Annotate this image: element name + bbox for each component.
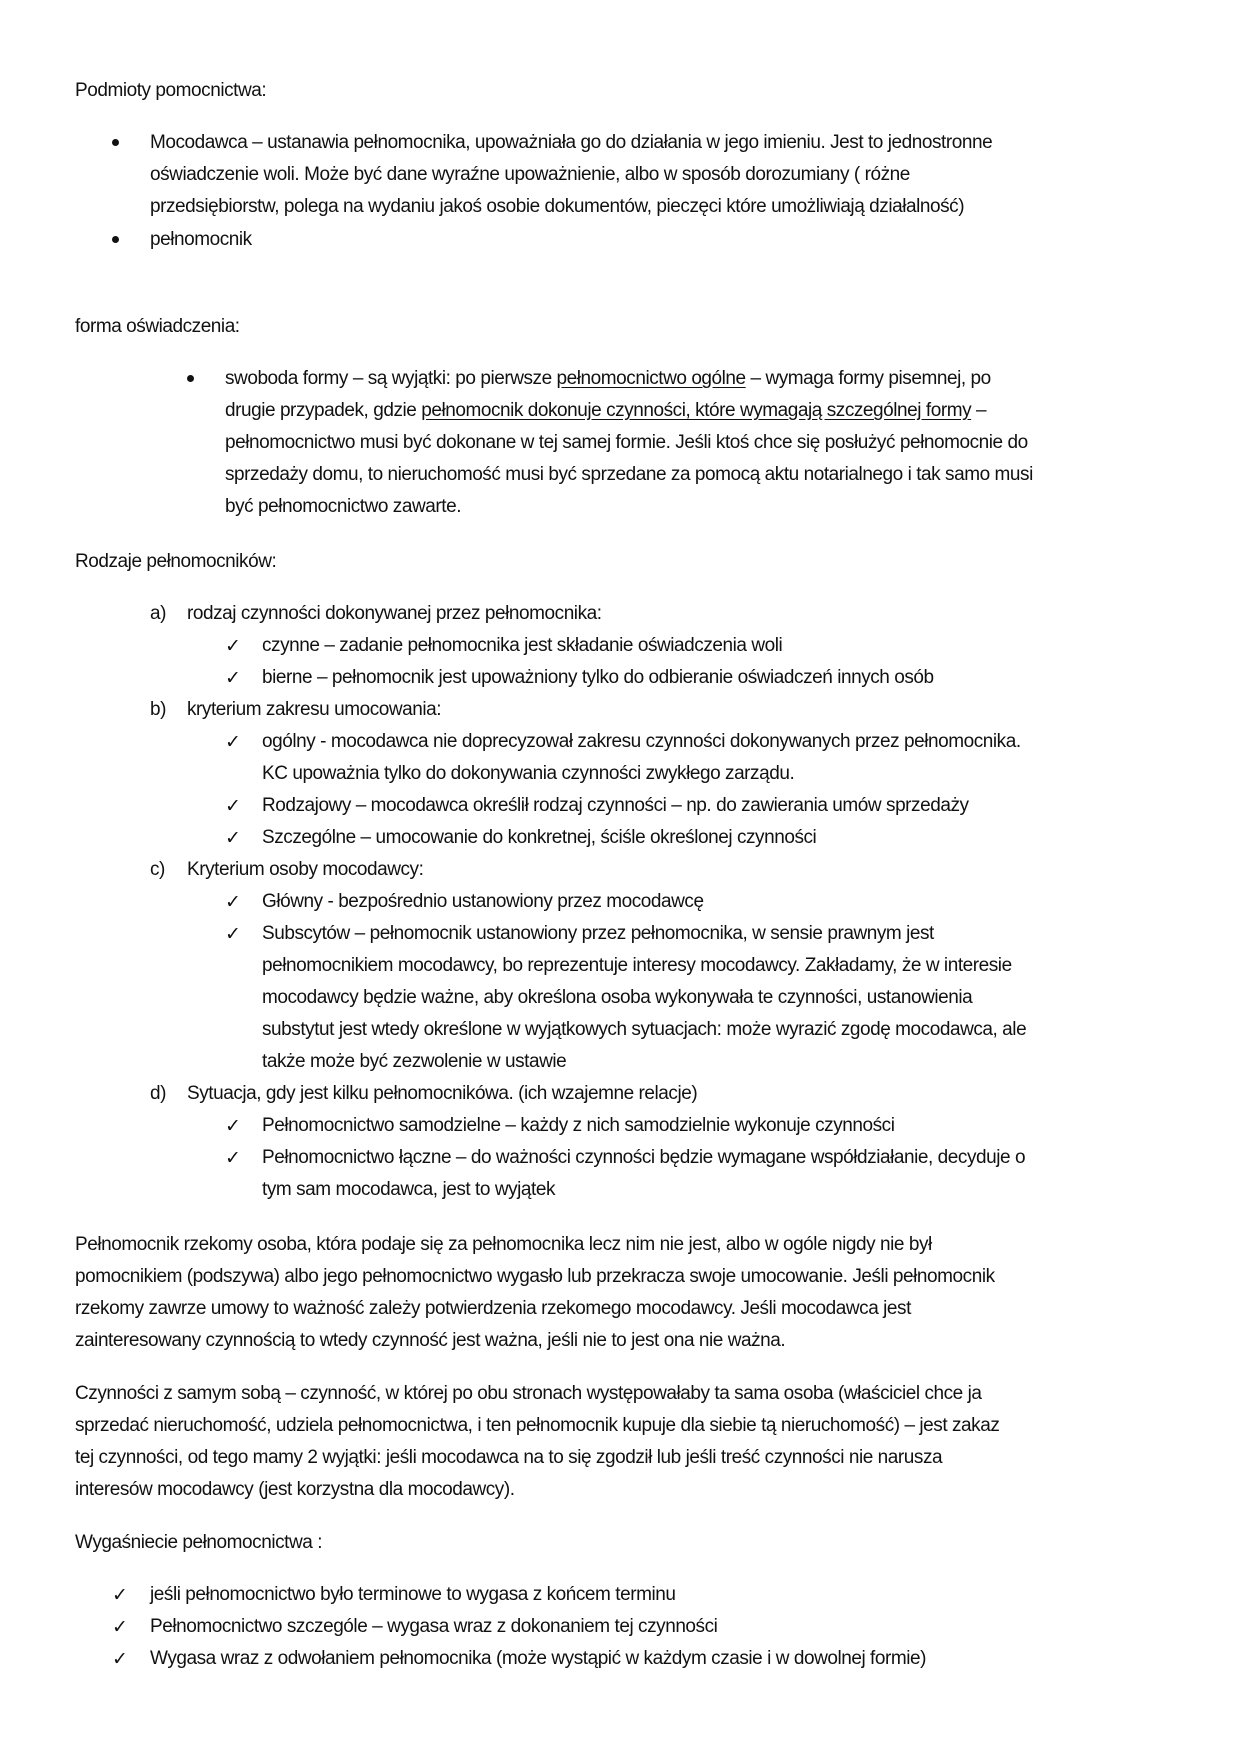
paragraph-line: pomocnikiem (podszywa) albo jego pełnomocnictwo wygasło lub przekracza swoje umocowanie. Jeśli pełnomocnik <box>75 1266 995 1287</box>
check-item: czynne – zadanie pełnomocnika jest składanie oświadczenia woli <box>262 635 783 656</box>
check-item: pełnomocnikiem mocodawcy, bo reprezentuje interesy mocodawcy. Zakładamy, że w interesie <box>262 955 1012 976</box>
bullet-text: drugie przypadek, gdzie pełnomocnik dokonuje czynności, które wymagają szczególnej formy – <box>225 400 987 421</box>
checkmark-icon: ✓ <box>225 667 241 689</box>
bullet-text: przedsiębiorstw, polega na wydaniu jakoś osobie dokumentów, pieczęci które umożliwiają działalność) <box>150 196 965 217</box>
check-item: Szczególne – umocowanie do konkretnej, ściśle określonej czynności <box>262 827 817 848</box>
paragraph-line: Pełnomocnik rzekomy osoba, która podaje się za pełnomocnika lecz nim nie jest, albo w ogóle nigdy nie był <box>75 1234 932 1255</box>
bullet-text: pełnomocnictwo musi być dokonane w tej samej formie. Jeśli ktoś chce się posłużyć pełnomocnie do <box>225 432 1028 453</box>
bullet-dot-icon <box>112 236 119 243</box>
check-item: także może być zezwolenie w ustawie <box>262 1051 567 1072</box>
bullet-text: pełnomocnik <box>150 229 252 250</box>
checkmark-icon: ✓ <box>112 1616 128 1638</box>
paragraph-line: Czynności z samym sobą – czynność, w której po obu stronach występowałaby ta sama osoba (właściciel chce ja <box>75 1383 982 1404</box>
paragraph-line: interesów mocodawcy (jest korzystna dla mocodawcy). <box>75 1479 515 1500</box>
list-letter: b) <box>150 699 166 720</box>
checkmark-icon: ✓ <box>225 891 241 913</box>
check-item: mocodawcy będzie ważne, aby określona osoba wykonywała te czynności, ustanowienia <box>262 987 973 1008</box>
underlined-term: pełnomocnik dokonuje czynności, które wymagają szczególnej formy <box>421 400 972 421</box>
list-letter: d) <box>150 1083 166 1104</box>
bullet-text: swoboda formy – są wyjątki: po pierwsze pełnomocnictwo ogólne – wymaga formy pisemnej, po <box>225 368 991 389</box>
check-item: Pełnomocnictwo łączne – do ważności czynności będzie wymagane współdziałanie, decyduje o <box>262 1147 1026 1168</box>
check-item: jeśli pełnomocnictwo było terminowe to wygasa z końcem terminu <box>150 1584 676 1605</box>
list-letter: a) <box>150 603 166 624</box>
check-item: bierne – pełnomocnik jest upoważniony tylko do odbieranie oświadczeń innych osób <box>262 667 934 688</box>
check-item: Subscytów – pełnomocnik ustanowiony przez pełnomocnika, w sensie prawnym jest <box>262 923 934 944</box>
bullet-text: być pełnomocnictwo zawarte. <box>225 496 462 517</box>
bullet-dot-icon <box>187 375 194 382</box>
check-item: ogólny - mocodawca nie doprecyzował zakresu czynności dokonywanych przez pełnomocnika. <box>262 731 1021 752</box>
paragraph-line: tej czynności, od tego mamy 2 wyjątki: jeśli mocodawca na to się zgodził lub jeśli treść czynności nie narusza <box>75 1447 943 1468</box>
checkmark-icon: ✓ <box>225 731 241 753</box>
check-item: KC upoważnia tylko do dokonywania czynności zwykłego zarządu. <box>262 763 795 784</box>
check-item: Główny - bezpośrednio ustanowiony przez mocodawcę <box>262 891 704 912</box>
bullet-text: sprzedaży domu, to nieruchomość musi być sprzedane za pomocą aktu notarialnego i tak samo musi <box>225 464 1033 485</box>
list-letter: c) <box>150 859 165 880</box>
check-item: substytut jest wtedy określone w wyjątkowych sytuacjach: może wyrazić zgodę mocodawca, ale <box>262 1019 1027 1040</box>
bullet-dot-icon <box>112 139 119 146</box>
check-item: tym sam mocodawca, jest to wyjątek <box>262 1179 556 1200</box>
paragraph-line: zainteresowany czynnością to wtedy czynność jest ważna, jeśli nie to jest ona nie ważna. <box>75 1330 786 1351</box>
underlined-term: pełnomocnictwo ogólne <box>556 368 746 389</box>
bullet-text: oświadczenie woli. Może być dane wyraźne upoważnienie, albo w sposób dorozumiany ( różne <box>150 164 910 185</box>
checkmark-icon: ✓ <box>225 1147 241 1169</box>
heading-rodzaje: Rodzaje pełnomocników: <box>75 551 277 572</box>
bullet-text: Mocodawca – ustanawia pełnomocnika, upoważniała go do działania w jego imieniu. Jest to jednostronne <box>150 132 993 153</box>
paragraph-line: sprzedać nieruchomość, udziela pełnomocnictwa, i ten pełnomocnik kupuje dla siebie tą nieruchomość) – jest zakaz <box>75 1415 1000 1436</box>
paragraph-line: rzekomy zawrze umowy to ważność zależy potwierdzenia rzekomego mocodawcy. Jeśli mocodawca jest <box>75 1298 911 1319</box>
group-title: Sytuacja, gdy jest kilku pełnomocnikówa. (ich wzajemne relacje) <box>187 1083 698 1104</box>
check-item: Wygasa wraz z odwołaniem pełnomocnika (może wystąpić w każdym czasie i w dowolnej formie) <box>150 1648 927 1669</box>
check-item: Pełnomocnictwo samodzielne – każdy z nich samodzielnie wykonuje czynności <box>262 1115 895 1136</box>
heading-podmioty: Podmioty pomocnictwa: <box>75 80 267 101</box>
heading-forma: forma oświadczenia: <box>75 316 240 337</box>
checkmark-icon: ✓ <box>225 827 241 849</box>
heading-wygasniecie: Wygaśniecie pełnomocnictwa : <box>75 1532 323 1553</box>
checkmark-icon: ✓ <box>112 1648 128 1670</box>
checkmark-icon: ✓ <box>112 1584 128 1606</box>
group-title: kryterium zakresu umocowania: <box>187 699 442 720</box>
checkmark-icon: ✓ <box>225 795 241 817</box>
checkmark-icon: ✓ <box>225 923 241 945</box>
check-item: Pełnomocnictwo szczególe – wygasa wraz z dokonaniem tej czynności <box>150 1616 718 1637</box>
checkmark-icon: ✓ <box>225 1115 241 1137</box>
group-title: Kryterium osoby mocodawcy: <box>187 859 424 880</box>
check-item: Rodzajowy – mocodawca określił rodzaj czynności – np. do zawierania umów sprzedaży <box>262 795 969 816</box>
group-title: rodzaj czynności dokonywanej przez pełnomocnika: <box>187 603 602 624</box>
checkmark-icon: ✓ <box>225 635 241 657</box>
